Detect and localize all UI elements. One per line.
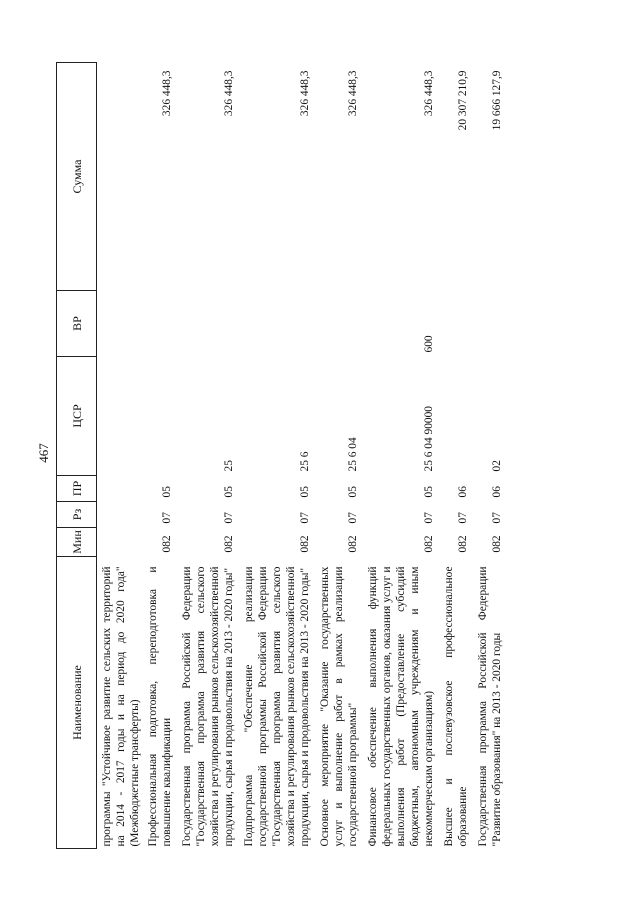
- row-name: Высшее и послевузовское профессиональное образование: [443, 566, 469, 847]
- row-min: 082: [223, 535, 235, 553]
- row-vr: [143, 291, 177, 357]
- row-vr: [239, 291, 315, 357]
- row-vr: 600: [423, 335, 435, 353]
- row-csr: [439, 357, 473, 476]
- row-vr: [439, 291, 473, 357]
- row-name: Финансовое обеспечение выполнения функций федеральных государственных органов, оказания услуг и выполнения работ (Предоставление субсидий бюджетным, автономным учреждениям и иным некоммерческим организациям): [367, 566, 435, 847]
- row-pr: 05: [299, 486, 311, 498]
- row-min: 082: [457, 535, 469, 553]
- row-vr: [97, 291, 144, 357]
- row-sum: 326 448,3: [223, 70, 235, 117]
- header-sum: Сумма: [57, 63, 97, 291]
- header-name: Наименование: [57, 557, 97, 849]
- row-vr: [473, 291, 507, 357]
- budget-table: [56, 62, 507, 849]
- header-min: Мин: [57, 528, 97, 557]
- row-name: Подпрограмма "Обеспечение реализации государственной программы Российской Федерации "Государственная программа развития сельского хозяйства и регулирования рынков сельскохозяйственной продукции, сырья и продовольствия на 2013 - 2020 годы": [243, 566, 311, 847]
- row-name: Основное мероприятие "Оказание государственных услуг и выполнение работ в рамках реализации государственной программы": [319, 566, 359, 847]
- row-pr: 05: [347, 486, 359, 498]
- row-csr: 25 6: [299, 451, 311, 472]
- row-min: [97, 528, 144, 557]
- row-pr: [97, 476, 144, 502]
- table-header: [57, 63, 97, 849]
- header-csr: ЦСР: [57, 357, 97, 476]
- row-csr: 25 6 04 90000: [423, 406, 435, 472]
- row-pr: 05: [161, 486, 173, 498]
- table-row: [315, 63, 363, 849]
- row-sum: [97, 63, 144, 291]
- row-sum: 19 666 127,9: [491, 70, 503, 131]
- table-body: [97, 63, 508, 849]
- row-min: 082: [299, 535, 311, 553]
- page-number: 467: [36, 443, 51, 463]
- row-rz: 07: [223, 512, 235, 524]
- row-sum: 326 448,3: [423, 70, 435, 117]
- row-min: 082: [161, 535, 173, 553]
- table-row: [363, 63, 439, 849]
- row-vr: [315, 291, 363, 357]
- header-vr: ВР: [57, 291, 97, 357]
- row-name: Государственная программа Российской Федерации "Государственная программа развития сельского хозяйства и регулирования рынков сельскохозяйственной продукции, сырья и продовольствия на 2013 - 2020 годы": [181, 566, 235, 847]
- row-csr: 02: [491, 460, 503, 472]
- row-name: программы "Устойчивое развитие сельских территорий на 2014 - 2017 годы и на период до 2020 года" (Межбюджетные трансферты): [101, 566, 141, 847]
- table-row: [143, 63, 177, 849]
- header-rz: Рз: [57, 502, 97, 528]
- table-row: [239, 63, 315, 849]
- row-vr: [177, 291, 239, 357]
- row-min: 082: [491, 535, 503, 553]
- header-pr: ПР: [57, 476, 97, 502]
- row-name: Государственная программа Российской Федерации "Развитие образования" на 2013 - 2020 годы: [477, 566, 503, 847]
- row-csr: 25 6 04: [347, 437, 359, 472]
- row-pr: 06: [491, 486, 503, 498]
- table-row: [439, 63, 473, 849]
- row-sum: 326 448,3: [161, 70, 173, 117]
- row-csr: [143, 357, 177, 476]
- row-sum: 326 448,3: [347, 70, 359, 117]
- row-rz: 07: [299, 512, 311, 524]
- row-sum: 326 448,3: [299, 70, 311, 117]
- row-rz: 07: [491, 512, 503, 524]
- row-pr: 05: [423, 486, 435, 498]
- row-min: 082: [423, 535, 435, 553]
- row-rz: [97, 502, 144, 528]
- table-row: [473, 63, 507, 849]
- table-row: [97, 63, 144, 849]
- row-rz: 07: [347, 512, 359, 524]
- table-row: [177, 63, 239, 849]
- row-csr: 25: [223, 460, 235, 472]
- row-rz: 07: [457, 512, 469, 524]
- row-pr: 06: [457, 486, 469, 498]
- row-min: 082: [347, 535, 359, 553]
- row-pr: 05: [223, 486, 235, 498]
- row-name: Профессиональная подготовка, переподготовка и повышение квалификации: [147, 566, 173, 847]
- row-sum: 20 307 210,9: [457, 70, 469, 131]
- header-row: [57, 63, 97, 849]
- row-rz: 07: [161, 512, 173, 524]
- row-rz: 07: [423, 512, 435, 524]
- row-csr: [97, 357, 144, 476]
